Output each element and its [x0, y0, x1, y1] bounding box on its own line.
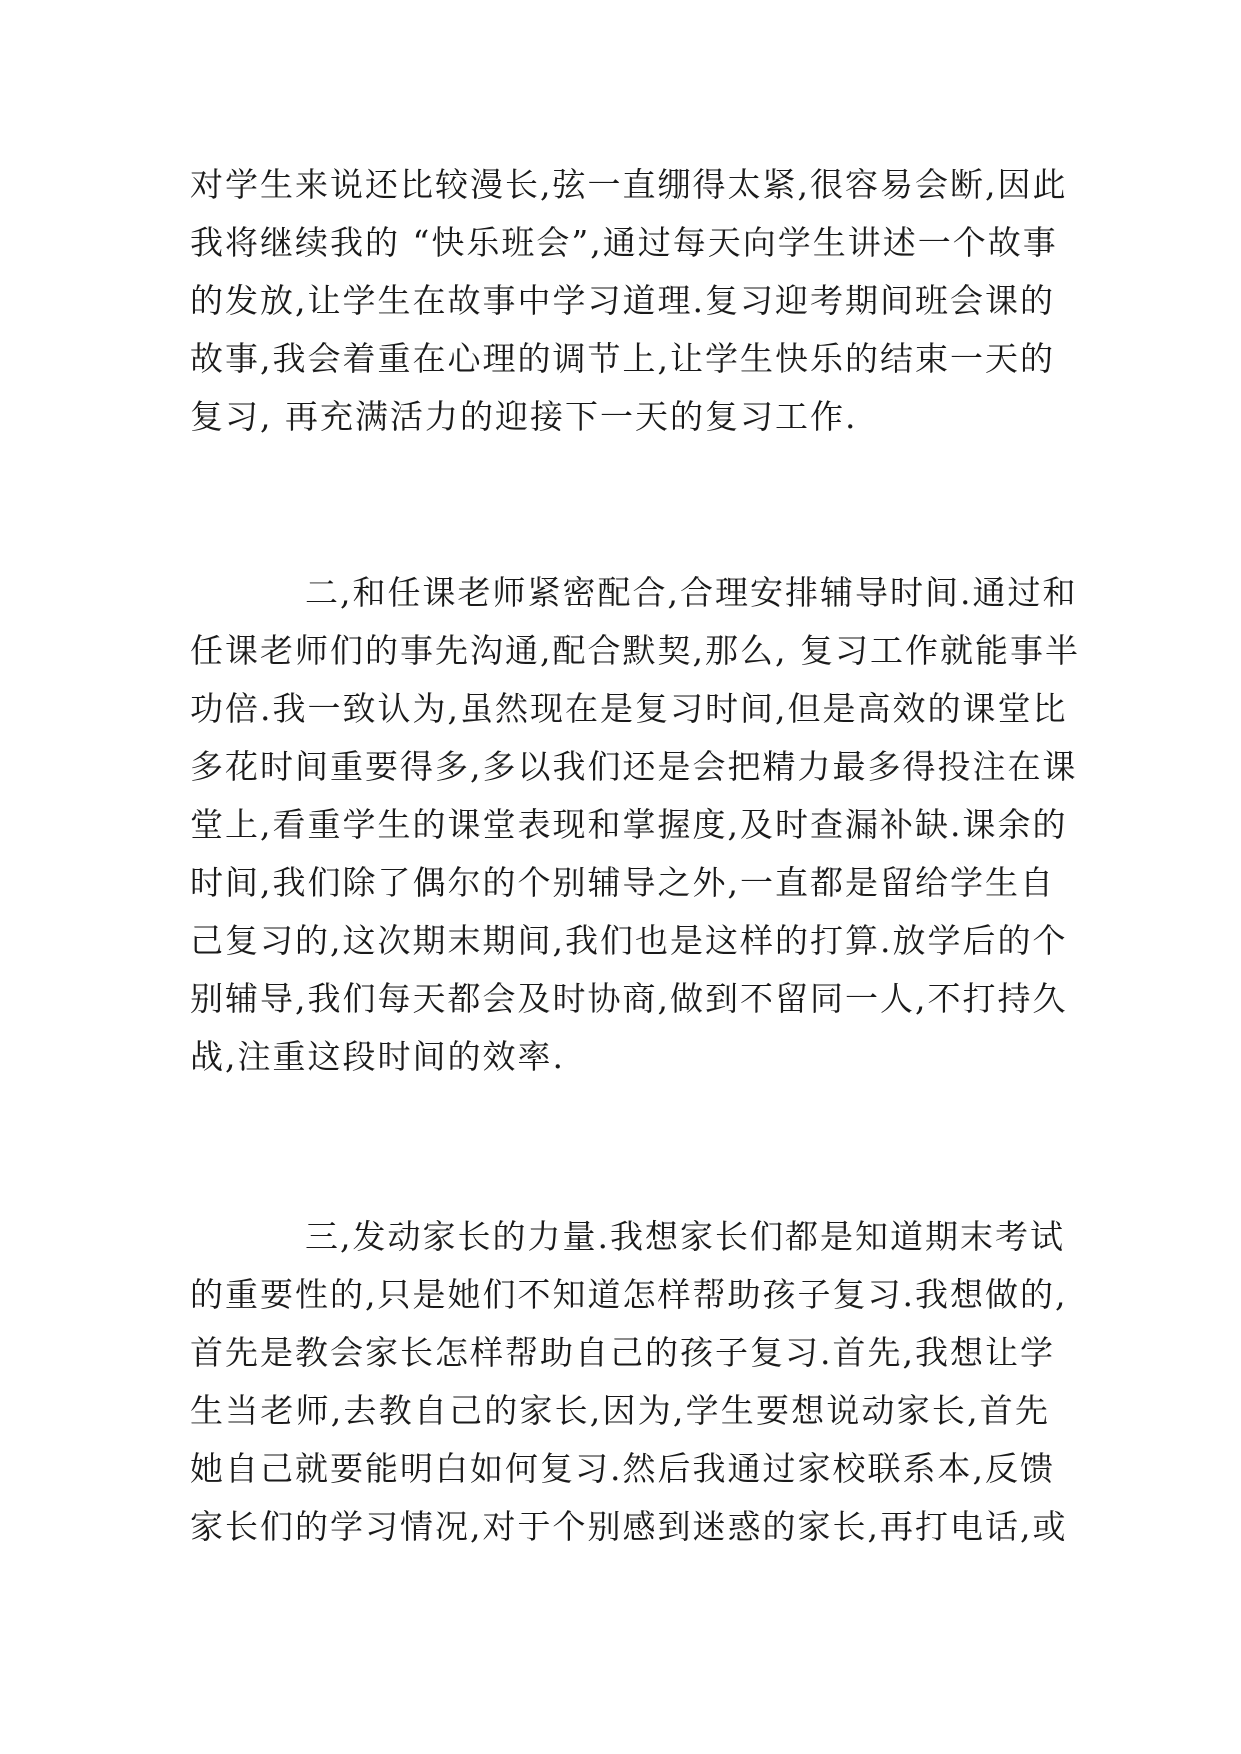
text-line: 二,和任课老师紧密配合,合理安排辅导时间.通过和	[305, 573, 1078, 612]
text-line: 任课老师们的事先沟通,配合默契,那么, 复习工作就能事半	[190, 631, 1080, 670]
text-line: 家长们的学习情况,对于个别感到迷惑的家长,再打电话,或	[190, 1507, 1068, 1546]
text-line: 三,发动家长的力量.我想家长们都是知道期末考试	[305, 1217, 1065, 1256]
text-line: 己复习的,这次期末期间,我们也是这样的打算.放学后的个	[190, 921, 1068, 960]
text-line: 的发放,让学生在故事中学习道理.复习迎考期间班会课的	[190, 281, 1055, 320]
text-line: 她自己就要能明白如何复习.然后我通过家校联系本,反馈	[190, 1449, 1055, 1488]
text-line: 复习, 再充满活力的迎接下一天的复习工作.	[190, 397, 858, 436]
text-line: 我将继续我的 “快乐班会”,通过每天向学生讲述一个故事	[190, 223, 1058, 262]
text-line: 别辅导,我们每天都会及时协商,做到不留同一人,不打持久	[190, 979, 1068, 1018]
text-line: 的重要性的,只是她们不知道怎样帮助孩子复习.我想做的,	[190, 1275, 1068, 1314]
text-line: 对学生来说还比较漫长,弦一直绷得太紧,很容易会断,因此	[190, 165, 1068, 204]
text-line: 战,注重这段时间的效率.	[190, 1037, 565, 1076]
text-line: 堂上,看重学生的课堂表现和掌握度,及时查漏补缺.课余的	[190, 805, 1068, 844]
text-line: 故事,我会着重在心理的调节上,让学生快乐的结束一天的	[190, 339, 1055, 378]
text-line: 生当老师,去教自己的家长,因为,学生要想说动家长,首先	[190, 1391, 1050, 1430]
text-line: 时间,我们除了偶尔的个别辅导之外,一直都是留给学生自	[190, 863, 1055, 902]
text-line: 功倍.我一致认为,虽然现在是复习时间,但是高效的课堂比	[190, 689, 1068, 728]
text-line: 首先是教会家长怎样帮助自己的孩子复习.首先,我想让学	[190, 1333, 1055, 1372]
text-line: 多花时间重要得多,多以我们还是会把精力最多得投注在课	[190, 747, 1078, 786]
paragraph-1	[190, 156, 1068, 446]
paragraph-2	[190, 564, 1080, 1086]
paragraph-3	[190, 1208, 1068, 1556]
